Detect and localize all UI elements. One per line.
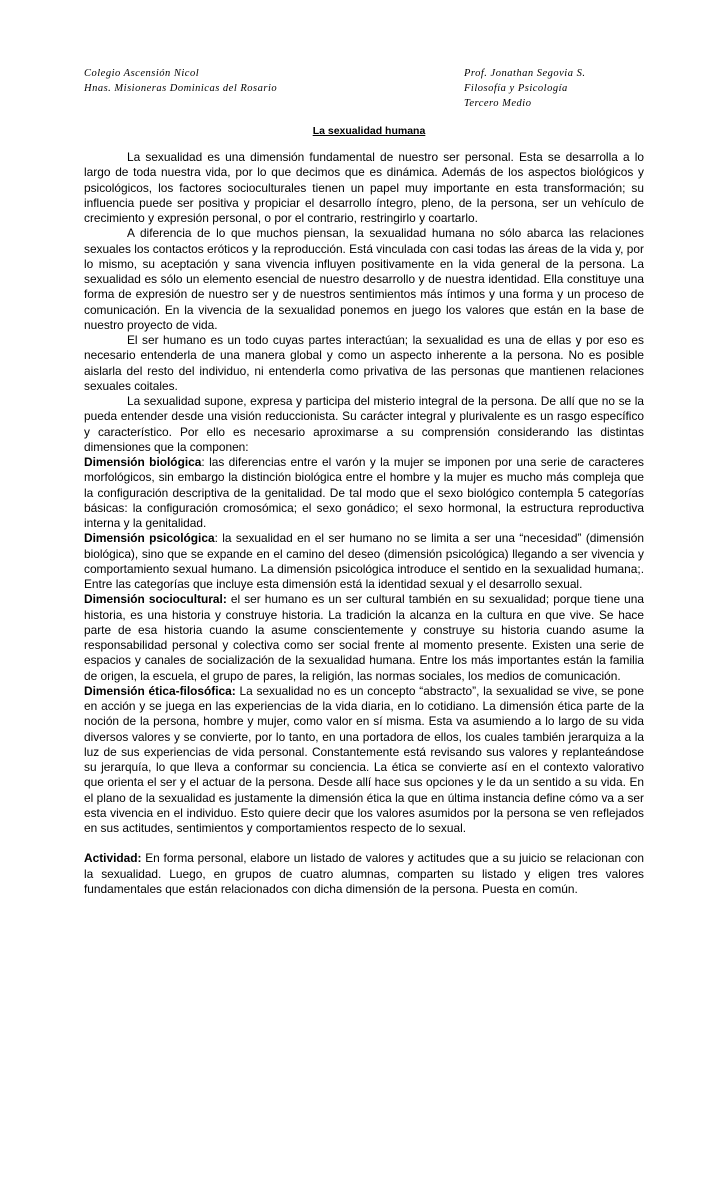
- document-page: [84, 66, 644, 897]
- dimension-biological-label: Dimensión biológica: [84, 455, 202, 469]
- congregation-name: Hnas. Misioneras Dominicas del Rosario: [84, 83, 278, 94]
- header-right: [464, 66, 585, 111]
- paragraph-2: A diferencia de lo que muchos piensan, la sexualidad humana no sólo abarca las relaciones sexuales los contactos eróticos y la reproducción. Está vinculada con casi todas las áreas de la vida y, por lo mismo, su aceptación y sana vivencia influyen positivamente en la vida general de la persona. La sexualidad es sólo un elemento esencial de nuestro desarrollo y de nuestra identidad. Ella constituye una forma de expresión de nuestro ser y de nuestros sentimientos más íntimos y una forma y un proceso de comunicación. En la vivencia de la sexualidad ponemos en juego los valores que están en la base de nuestro proyecto de vida.: [84, 226, 644, 332]
- document-body: [84, 150, 644, 897]
- paragraph-4: La sexualidad supone, expresa y participa del misterio integral de la persona. De allí que no se la pueda entender desde una visión reduccionista. Su carácter integral y plurivalente es un rasgo específico y característico. Por ello es necesario aproximarse a su comprensión considerando las distintas dimensiones que la componen:: [84, 394, 644, 454]
- teacher-name: Prof. Jonathan Segovia S.: [464, 68, 586, 79]
- dimension-ethical-text: La sexualidad no es un concepto “abstracto”, la sexualidad se vive, se pone en acción y se juega en las experiencias de la vida diaria, en lo cotidiano. La dimensión ética parte de la noción de la persona, hombre y mujer, como valor en sí misma. Esta va asumiendo a lo largo de su vida diversos valores y se convierte, por lo tanto, en una portadora de ellos, los cuales también jerarquiza a la luz de sus experiencias de vida personal. Constantemente está revisando sus valores y replanteándose su jerarquía, lo que lleva a conformar su conciencia. La ética se convierte así en el contexto valorativo que orienta el ser y el actuar de la persona. Desde allí hace sus opciones y le da un sentido a su vida. En el plano de la sexualidad es justamente la dimensión ética la que en última instancia define cómo va a ser esta vivencia en el individuo. Esto quiere decir que los valores asumidos por la persona se ven reflejados en sus actitudes, sentimientos y comportamientos respecto de lo sexual.: [84, 683, 644, 835]
- document-header: [84, 66, 644, 112]
- school-name: Colegio Ascensión Nicol: [84, 68, 200, 79]
- dimension-ethical: [84, 684, 644, 837]
- dimension-biological: [84, 455, 644, 531]
- dimension-psychological-text: : la sexualidad en el ser humano no se limita a ser una “necesidad” (dimensión biológica), sino que se expande en el camino del deseo (dimensión psicológica) llegando a ser vivencia y comportamiento sexual humano. La dimensión psicológica introduce el sentido en la sexualidad humana;. Entre las categorías que incluye esta dimensión está la identidad sexual y el desarrollo sexual.: [84, 531, 644, 591]
- paragraph-3: El ser humano es un todo cuyas partes interactúan; la sexualidad es una de ellas y por eso es necesario entenderla de una manera global y como un aspecto inherente a la persona. No es posible aislarla del resto del individuo, ni entenderla como privativa de las personas que mantienen relaciones sexuales coitales.: [84, 333, 644, 393]
- dimension-sociocultural-label: Dimensión sociocultural:: [84, 592, 227, 607]
- dimension-biological-text: : las diferencias entre el varón y la mujer se imponen por una serie de caracteres morfológicos, sin embargo la distinción biológica entre el hombre y la mujer es mucho más compleja que la configuración descriptiva de la genitalidad. De tal modo que el sexo biológico contempla 5 categorías básicas: la configuración cromosómica; el sexo gonádico; el sexo hormonal, la estructura reproductiva interna y la genitalidad.: [84, 455, 644, 530]
- dimension-sociocultural: [84, 592, 644, 684]
- grade-level: Tercero Medio: [464, 98, 532, 109]
- dimension-ethical-label: Dimensión ética-filosófica:: [84, 683, 236, 698]
- document-title: La sexualidad humana: [312, 125, 426, 137]
- dimension-psychological: [84, 531, 644, 592]
- subject-name: Filosofía y Psicología: [464, 83, 568, 94]
- activity-label: Actividad:: [84, 851, 142, 866]
- dimension-sociocultural-text: el ser humano es un ser cultural también en su sexualidad; porque tiene una historia, es una historia y construye historia. La tradición la alcanza en la cultura en que vive. Se hace parte de esa historia cuando la asume conscientemente y construye su historia cuando asume la responsabilidad personal y colectiva como ser social frente al momento presente. Existen una serie de espacios y canales de socialización de la sexualidad humana. Entre los más importantes están la familia de origen, la escuela, el grupo de pares, la religión, las normas sociales, los medios de comunicación.: [84, 592, 644, 683]
- activity-paragraph: [84, 851, 644, 897]
- header-left: [84, 66, 277, 96]
- paragraph-1: La sexualidad es una dimensión fundamental de nuestro ser personal. Esta se desarrolla a lo largo de toda nuestra vida, por lo que decimos que es dinámica. Además de los aspectos biológicos y psicológicos, los factores socioculturales tienen un papel muy importante en esta transformación; su influencia puede ser positiva y propiciar el desarrollo íntegro, pleno, de la persona, ser un vehículo de crecimiento y expresión personal, o por el contrario, restringirlo y coartarlo.: [84, 150, 644, 225]
- dimension-psychological-label: Dimensión psicológica: [84, 531, 215, 546]
- activity-text: En forma personal, elabore un listado de valores y actitudes que a su juicio se relacionan con la sexualidad. Luego, en grupos de cuatro alumnas, comparten su listado y eligen tres valores fundamentales que están relacionados con dicha dimensión de la persona. Puesta en común.: [84, 851, 644, 896]
